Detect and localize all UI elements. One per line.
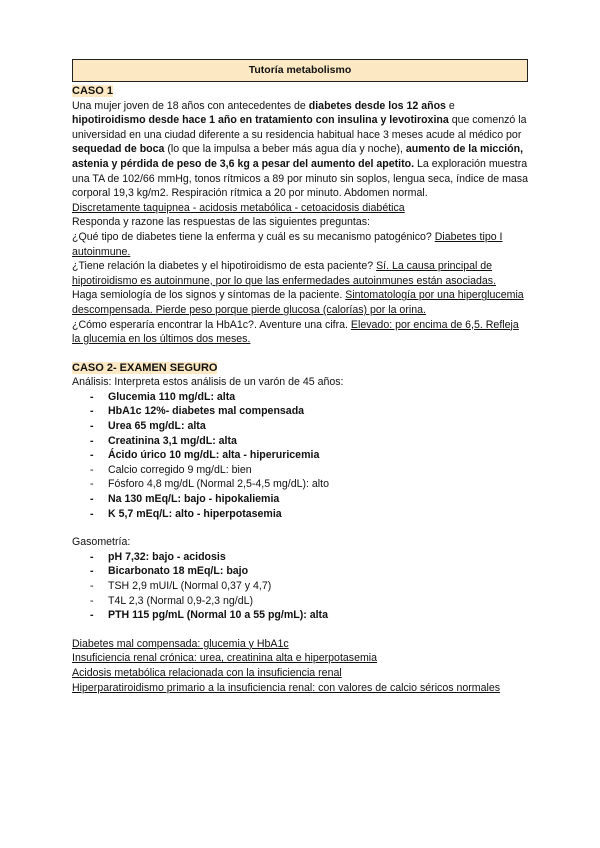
question-item	[72, 259, 528, 288]
list-item: - Na 130 mEq/L: bajo - hipokaliemia	[72, 492, 528, 507]
gasometry-list	[72, 550, 528, 623]
case2-intro: Análisis: Interpreta estos análisis de un varón de 45 años:	[72, 376, 344, 389]
list-item: - PTH 115 pg/mL (Normal 10 a 55 pg/mL): alta	[72, 608, 528, 623]
answer-text: Elevado: por encima de 6,5. Refleja la glucemia en los últimos dos meses.	[72, 318, 519, 346]
case1-questions	[72, 230, 528, 347]
list-item: - K 5,7 mEq/L: alto - hiperpotasemia	[72, 507, 528, 522]
answer-text: Diabetes tipo I autoinmune.	[72, 230, 503, 258]
text-run: diabetes desde los 12 años	[308, 99, 446, 112]
case1-instructions: Responda y razone las respuestas de las siguientes preguntas:	[72, 216, 370, 229]
case1-note: Discretamente taquipnea - acidosis metabólica - cetoacidosis diabética	[72, 201, 405, 214]
list-item: - HbA1c 12%- diabetes mal compensada	[72, 404, 528, 419]
question-item	[72, 230, 528, 259]
list-item: - Calcio corregido 9 mg/dL: bien	[72, 463, 528, 478]
question-text: Haga semiología de los signos y síntomas de la paciente.	[72, 289, 346, 302]
case1-description	[72, 99, 528, 201]
question-item	[72, 288, 528, 317]
text-run: hipotiroidismo desde hace 1 año en tratamiento con insulina y levotiroxina	[72, 114, 449, 127]
list-item: - Ácido úrico 10 mg/dL: alta - hiperuricemia	[72, 448, 528, 463]
text-run: aumento de la micción, astenia y pérdida de peso de 3,6 kg a pesar del aumento del apetito.	[72, 143, 524, 170]
conclusion-text: Hiperparatiroidismo primario a la insuficiencia renal: con valores de calcio séricos normales	[72, 681, 501, 694]
text-run: e	[445, 99, 455, 112]
answer-text: Sintomatología por una hiperglucemia descompensada. Pierde peso porque pierde glucosa (calorías) por la orina.	[72, 289, 524, 316]
list-item: - T4L 2,3 (Normal 0,9-2,3 ng/dL)	[72, 594, 528, 609]
document-page	[72, 59, 528, 695]
list-item: - Urea 65 mg/dL: alta	[72, 419, 528, 434]
conclusion-line	[72, 637, 528, 652]
list-item: - Bicarbonato 18 mEq/L: bajo	[72, 564, 528, 579]
text-run: que comenzó la universidad en una ciudad diferente a su residencia habitual hace 3 meses acude al médico por	[72, 114, 527, 141]
conclusion-line	[72, 681, 528, 696]
conclusion-text: Insuficiencia renal crónica: urea, creatinina alta e hiperpotasemia	[72, 652, 378, 665]
list-item: - Fósforo 4,8 mg/dL (Normal 2,5-4,5 mg/dL): alto	[72, 477, 528, 492]
conclusion-text: Diabetes mal compensada: glucemia y HbA1c	[72, 637, 289, 650]
text-run: (lo que la impulsa a beber más agua día y noche),	[164, 143, 406, 156]
text-run: La exploración muestra una TA de 102/66 mmHg, tonos rítmicos a 89 por minuto sin soplos, lengua seca, índice de masa corporal 19,3 kg/m2. Respiración rítmica a 20 por minuto. Abdomen normal.	[72, 157, 528, 200]
conclusions	[72, 637, 528, 695]
text-run: Una mujer joven de 18 años con antecedentes de	[72, 99, 309, 112]
conclusion-text: Acidosis metabólica relacionada con la insuficiencia renal	[72, 666, 342, 679]
question-text: ¿Qué tipo de diabetes tiene la enferma y cuál es su mecanismo patogénico?	[72, 230, 435, 243]
question-text: ¿Tiene relación la diabetes y el hipotiroidismo de esta paciente?	[72, 260, 377, 273]
question-item	[72, 318, 528, 347]
list-item: - Creatinina 3,1 mg/dL: alta	[72, 434, 528, 449]
conclusion-line	[72, 666, 528, 681]
list-item: - pH 7,32: bajo - acidosis	[72, 550, 528, 565]
question-text: ¿Cómo esperaría encontrar la HbA1c?. Aventure una cifra.	[72, 318, 351, 331]
case2-heading: CASO 2- EXAMEN SEGURO	[72, 361, 218, 374]
gasometry-heading: Gasometría:	[72, 536, 131, 549]
list-item: - Glucemia 110 mg/dL: alta	[72, 390, 528, 405]
conclusion-line	[72, 651, 528, 666]
page-title: Tutoría metabolismo	[72, 59, 528, 82]
lab-results-list	[72, 390, 528, 521]
answer-text: Sí. La causa principal de hipotiroidismo es autoinmune, por lo que las enfermedades autoinmunes están asociadas.	[72, 260, 497, 287]
text-run: sequedad de boca	[72, 143, 165, 156]
list-item: - TSH 2,9 mUI/L (Normal 0,37 y 4,7)	[72, 579, 528, 594]
case1-heading: CASO 1	[72, 85, 113, 97]
